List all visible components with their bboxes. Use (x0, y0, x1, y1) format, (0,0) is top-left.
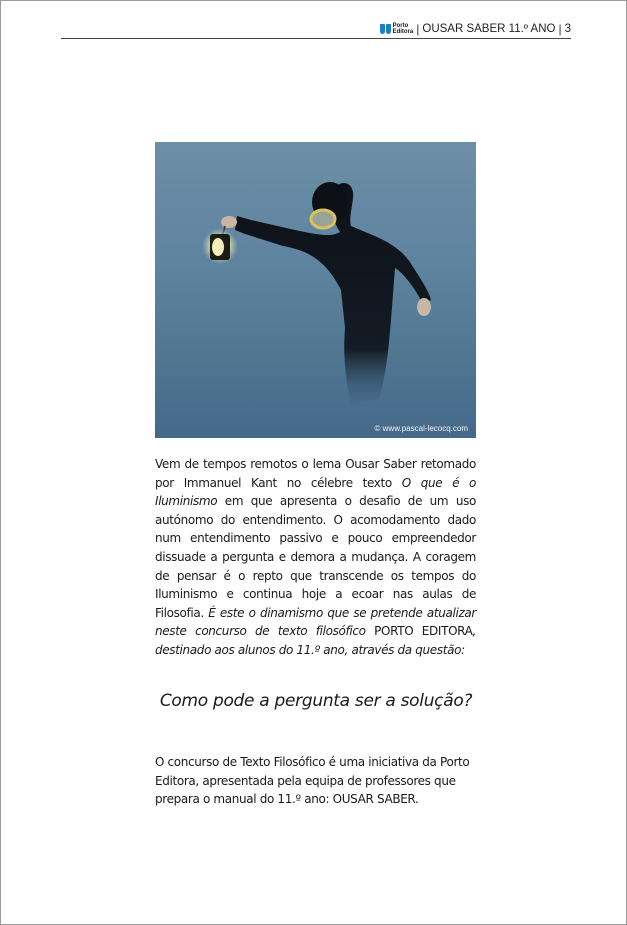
contest-question: Como pode a pergunta ser a solução? (159, 691, 473, 711)
header-rule (61, 38, 571, 39)
diver-hand (417, 298, 431, 316)
logo-line2: Editora (392, 29, 414, 35)
logo-line1: Porto (392, 23, 409, 29)
dive-mask (311, 210, 335, 228)
lantern-light (212, 238, 224, 256)
intro-text-1: Vem de tempos remotos o lema Ousar Saber retomado por Immanuel Kant no célebre texto (155, 457, 476, 490)
photo-credit: © www.pascal-lecocq.com (374, 424, 468, 433)
diver-photo (155, 142, 476, 438)
porto-editora-logo-icon (380, 24, 391, 34)
closing-paragraph: O concurso de Texto Filosófico é uma iniciativa da Porto Editora, apresentada pela equipa de professores que prepara o manual do 11.º ano: OUSAR SABER. (155, 755, 470, 807)
intro-brand: PORTO EDITORA (365, 624, 473, 639)
diver-illustration (155, 142, 476, 438)
intro-paragraph (155, 455, 476, 660)
intro-text-4: , destinado aos alunos do 11.º ano, através da questão: (155, 624, 476, 657)
header-separator: | (416, 22, 420, 36)
intro-text-2: em que apresenta o desafio de um uso autónomo do entendimento. O acomodamento dado num entendimento passivo e pouco empreendedor dissuade a pergunta e demora a mudança. A coragem de pensar é o repto que transcende os tempos do Iluminismo e continua hoje a ecoar nas aulas de Filosofia. (155, 494, 476, 620)
header-title: OUSAR SABER 11.º ANO (422, 23, 556, 35)
header-right (376, 22, 571, 36)
header-separator-2: | (558, 22, 562, 36)
porto-editora-logo (380, 23, 414, 35)
intro-text-3: É este o dinamismo que se pretende atualizar neste concurso de texto filosófico (155, 605, 476, 639)
page-number: 3 (564, 23, 571, 35)
kant-text-title: O que é o Iluminismo (155, 475, 476, 509)
diver-hand-left (221, 216, 237, 228)
page-header (61, 21, 571, 41)
logo-text (393, 23, 414, 35)
